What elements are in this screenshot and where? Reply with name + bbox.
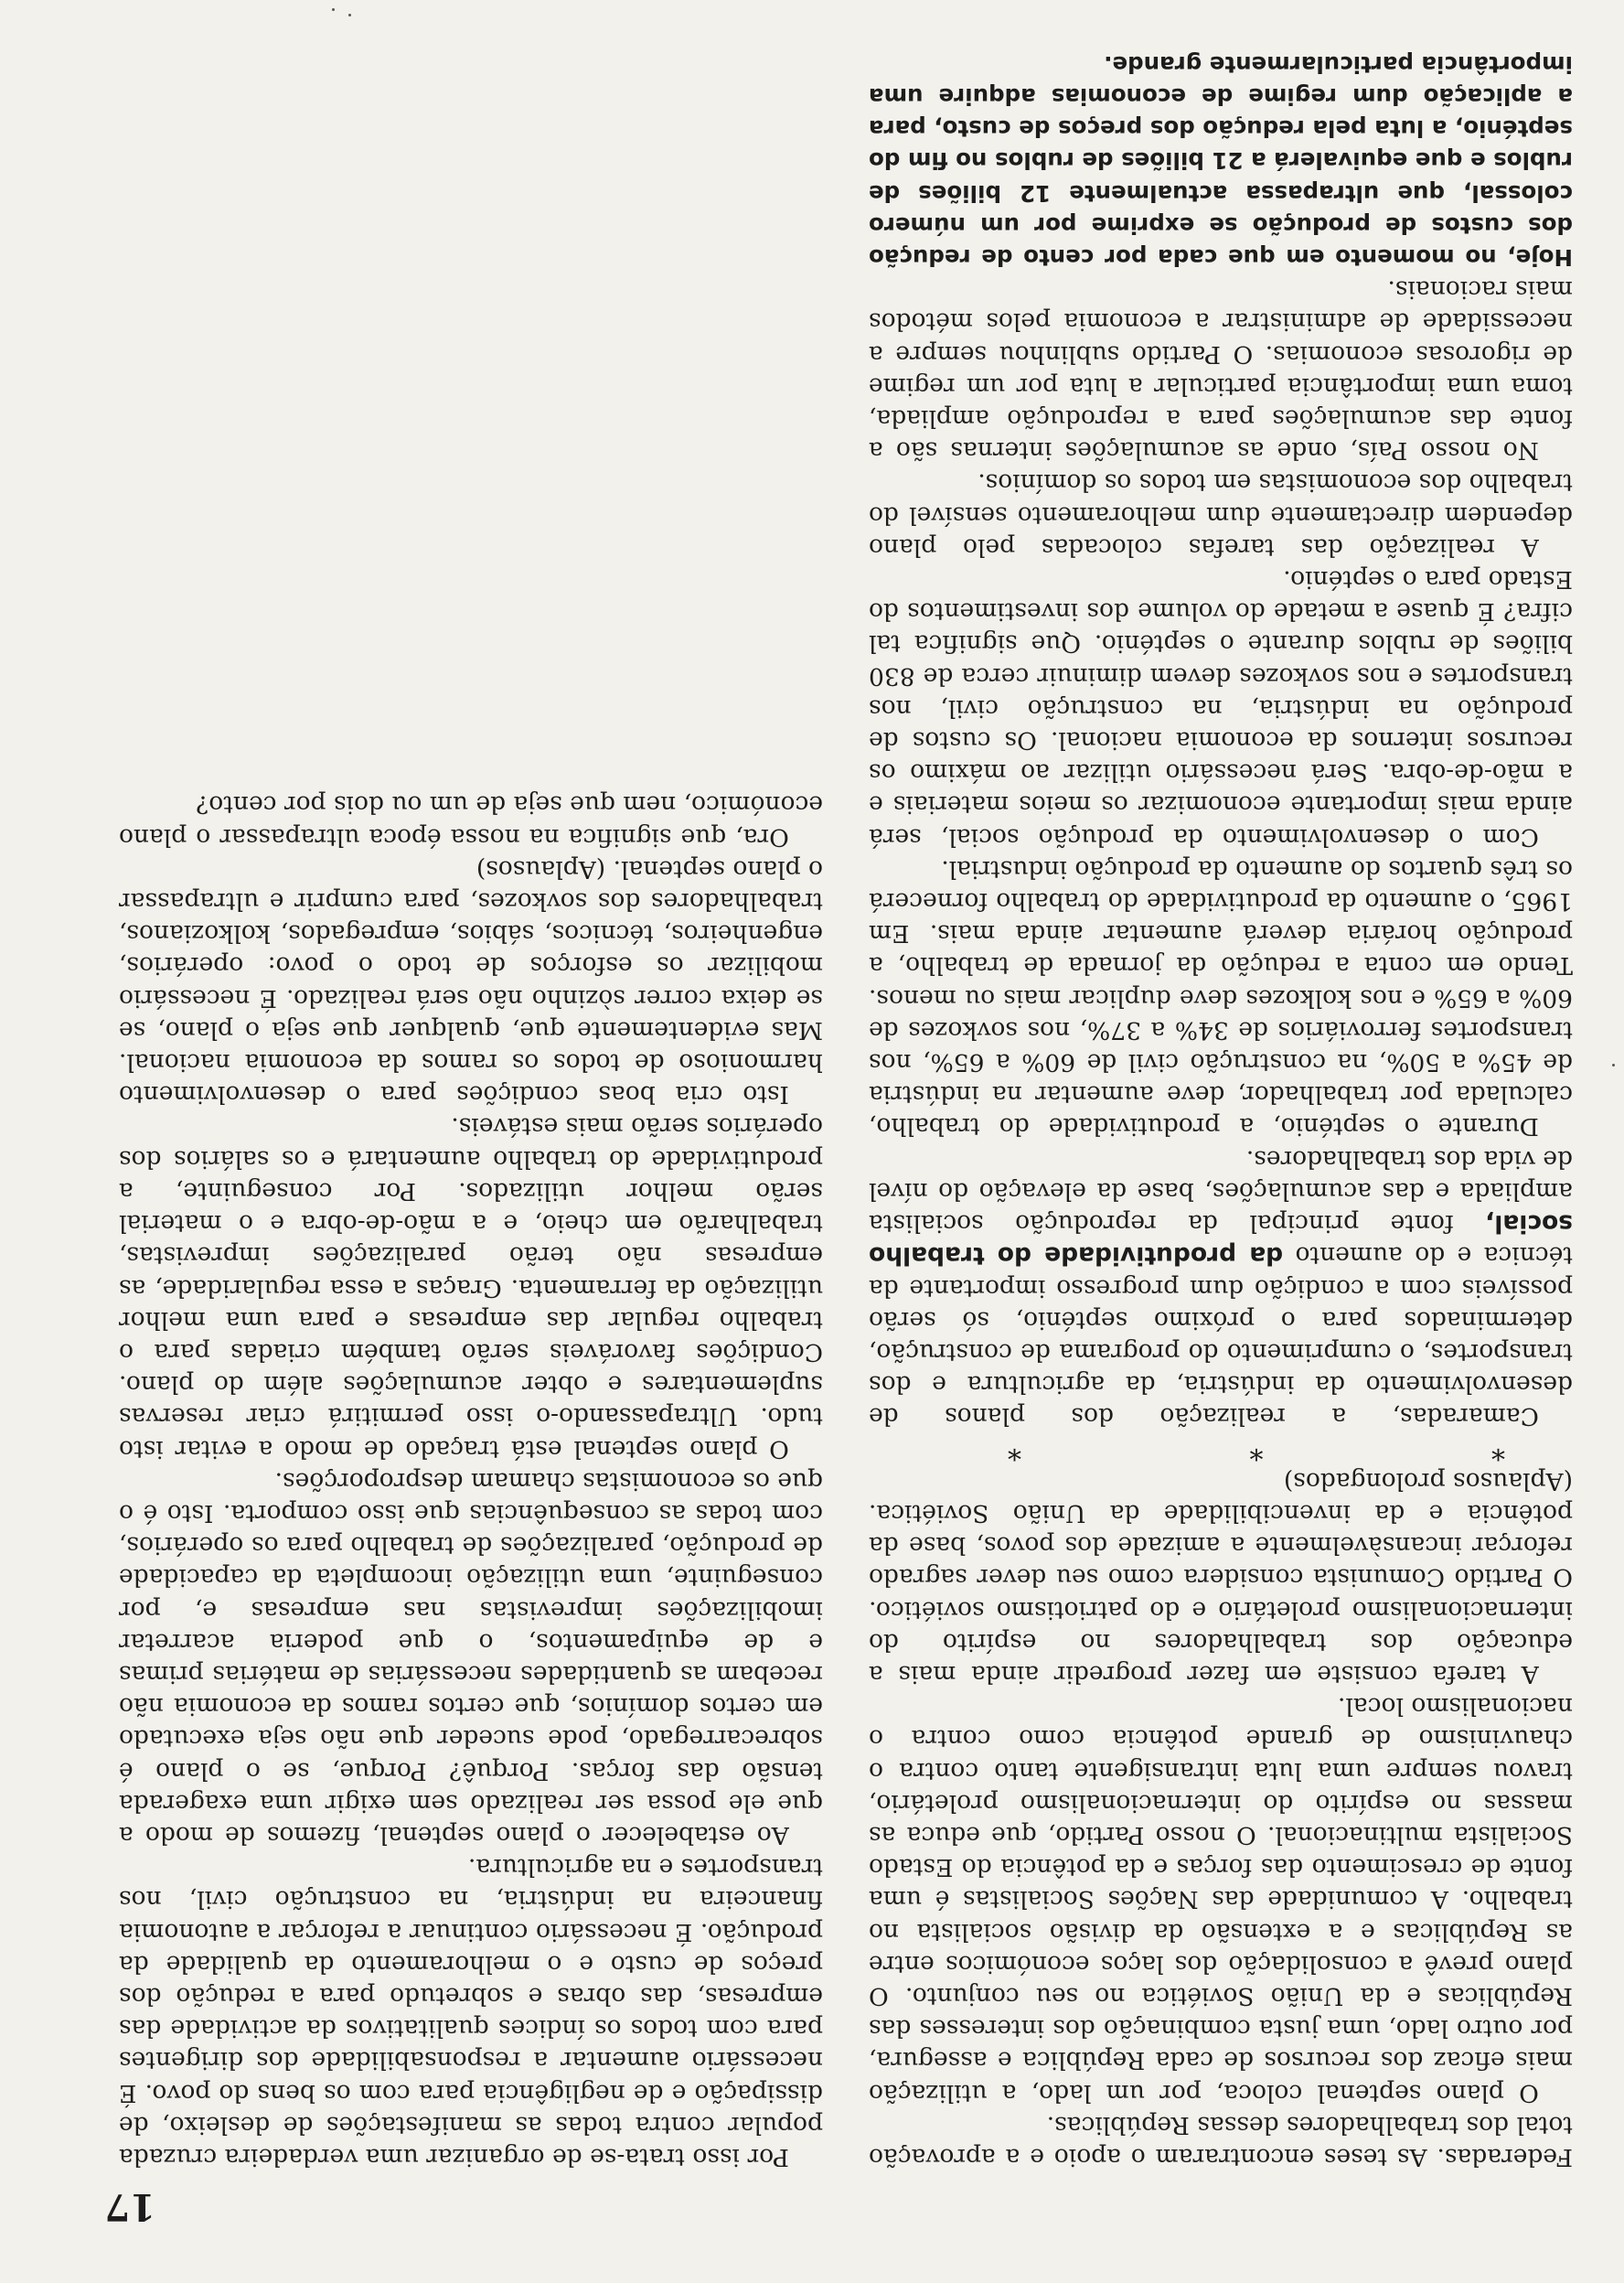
left-column xyxy=(869,33,1573,2173)
section-separator: * * * xyxy=(897,1432,1506,1465)
bold-paragraph: Hoje, no momento em que cada por cento de redução dos custos de produção se exprime por um número colossal, que ultrapassa actualmente 12 biliões de rublos e que equivalerá a 21 biliões de rublos no fim do septénio, a luta pela redução dos preços de custo, para a aplicação dum regime de economias adquire uma importância particularmente grande. xyxy=(869,50,1573,272)
paragraph: A realização das tarefas colocadas pelo plano dependem directamente dum melhoramento sensível do trabalho dos economistas em todos os domínios. xyxy=(869,468,1573,562)
bold-phrase: da produtividade do trabalho social, xyxy=(869,1209,1573,1270)
right-column xyxy=(119,33,823,2173)
paragraph-text: fonte principal da reprodução socialista ampliada e das acumulações, base da elevação do nível de vida dos trabalhadores. xyxy=(869,1144,1573,1238)
paragraph: A tarefa consiste em fazer progredir ainda mais a educação dos trabalhadores no espírito do internacionalismo proletário e do patriotismo soviético. O Partido Comunista considera como seu dever sagrado reforçar incansàvelmente a amizade dos povos, base da potência e da invencibilidade da União Soviética. (Aplausos prolongados) xyxy=(869,1466,1573,1688)
scan-speck xyxy=(332,8,335,11)
paragraph: No nosso País, onde as acumulações internas são a fonte das acumulações para a reprodução ampliada, toma uma importância particular a luta por um regime de rigorosas economias. O Partido sublinhou sempre a necessidade de administrar a economia pelos métodos mais racionais. xyxy=(869,275,1573,466)
paragraph: Ora, que significa na nossa época ultrapassar o plano económico, nem que seja de um ou dois por cento? xyxy=(119,790,823,852)
paragraph: O plano septenal está traçado de modo a evitar isto tudo. Ultrapassando-o isso permitirá criar reservas suplementares e obter acumulações além do plano. Condições favoráveis serão também criadas para o trabalho regular das empresas e para uma melhor utilização da ferramenta. Graças a essa regularidade, as empresas não terão paralizações imprevistas, trabalharão em cheio, e a mão-de-obra e o material serão melhor utilizados. Por conseguinte, a produtividade do trabalho aumentará e os salários dos operários serão mais estáveis. xyxy=(119,1112,823,1463)
paragraph: Isto cria boas condições para o desenvolvimento harmonioso de todos os ramos da economia nacional. Mas evidentemente que, qualquer que seja o plano, se se deixa correr sòzinho não será realizado. É necessário mobilizar os esforços de todo o povo: operários, engenheiros, técnicos, sábios, empregados, kolkozianos, trabalhadores dos sovkozes, para cumprir e ultrapassar o plano septenal. (Aplausos) xyxy=(119,854,823,1109)
paragraph: O plano septenal coloca, por um lado, a utilização mais eficaz dos recursos de cada República e assegura, por outro lado, uma justa combinação dos interesses das Repúblicas e da União Soviética no seu conjunto. O plano prevê a consolidação dos laços económicos entre as Repúblicas e a extensão da divisão socialista no trabalho. A comunidade das Nações Socialistas é uma fonte de crescimento das forças e da potência do Estado Socialista multinacional. O nosso Partido, que educa as massas no espírito do internacionalismo proletário, travou sempre uma luta intransigente tanto contra o chauvinismo de grande potência como contra o nacionalismo local. xyxy=(869,1692,1573,2107)
paragraph: Por isso trata-se de organizar uma verdadeira cruzada popular contra todas as manifestações de desleixo, de dissipação e de negligência para com os bens do povo. É necessário aumentar a responsabilidade dos dirigentes para com todos os índices qualitativos da actividade das empresas, das obras e sobretudo para a redução dos preços de custo e o melhoramento da qualidade da produção. É necessário continuar a reforçar a autonomia financeira na indústria, na construção civil, nos transportes e na agricultura. xyxy=(119,1853,823,2171)
paragraph xyxy=(869,1143,1573,1433)
page-number: 17 xyxy=(104,2185,155,2228)
paragraph: Com o desenvolvimento da produção social, será ainda mais importante economizar os meios materiais e a mão-de-obra. Será necessário utilizar ao máximo os recursos internos da economia nacional. Os custos de produção na indústria, na construção civil, nos transportes e nos sovkozes devem diminuir cerca de 830 biliões de rublos durante o septénio. Que significa tal cifra? É quase a metade do volume dos investimentos do Estado para o septénio. xyxy=(869,565,1573,852)
paragraph: Ao estabelecer o plano septenal, fizemos de modo a que ele possa ser realizado sem exigir uma exagerada tensão das forças. Porquê? Porque, se o plano é sobrecarregado, pode suceder que não seja executado em certos domínios, que certos ramos da economia não recebam as quantidades necessárias de matérias primas e de equipamentos, o que poderia acarretar imobilizações imprevistas nas empresas e, por conseguinte, uma utilização incompleta da capacidade de produção, paralizações de trabalho para os operários, com todas as consequências que isso comporta. Isto é o que os economistas chamam desproporções. xyxy=(119,1466,823,1849)
paragraph: Federadas. As teses encontraram o apoio e a aprovação total dos trabalhadores dessas Repúblicas. xyxy=(869,2110,1573,2171)
scan-speck xyxy=(1612,1064,1615,1066)
paragraph-text: Camaradas, a realização dos planos de desenvolvimento da indústria, da agricultura e dos transportes, o cumprimento do programa de construção, determinados para o próximo septénio, só serão possíveis com a condição dum progresso importante da técnica e do aumento xyxy=(869,1241,1573,1431)
paragraph: Durante o septénio, a produtividade do trabalho, calculada por trabalhador, deve aumentar na indústria de 45% a 50%, na construção civil de 60% a 65%, nos transportes ferroviários de 34% a 37%, nos sovkozes de 60% a 65% e nos kolkozes deve duplicar mais ou menos. Tendo em conta a redução da jornada de trabalho, a produção horária deverá aumentar ainda mais. Em 1965, o aumento da produtividade do trabalho fornecerá os três quartos do aumento da produção industrial. xyxy=(869,854,1573,1142)
scan-speck xyxy=(348,14,351,16)
